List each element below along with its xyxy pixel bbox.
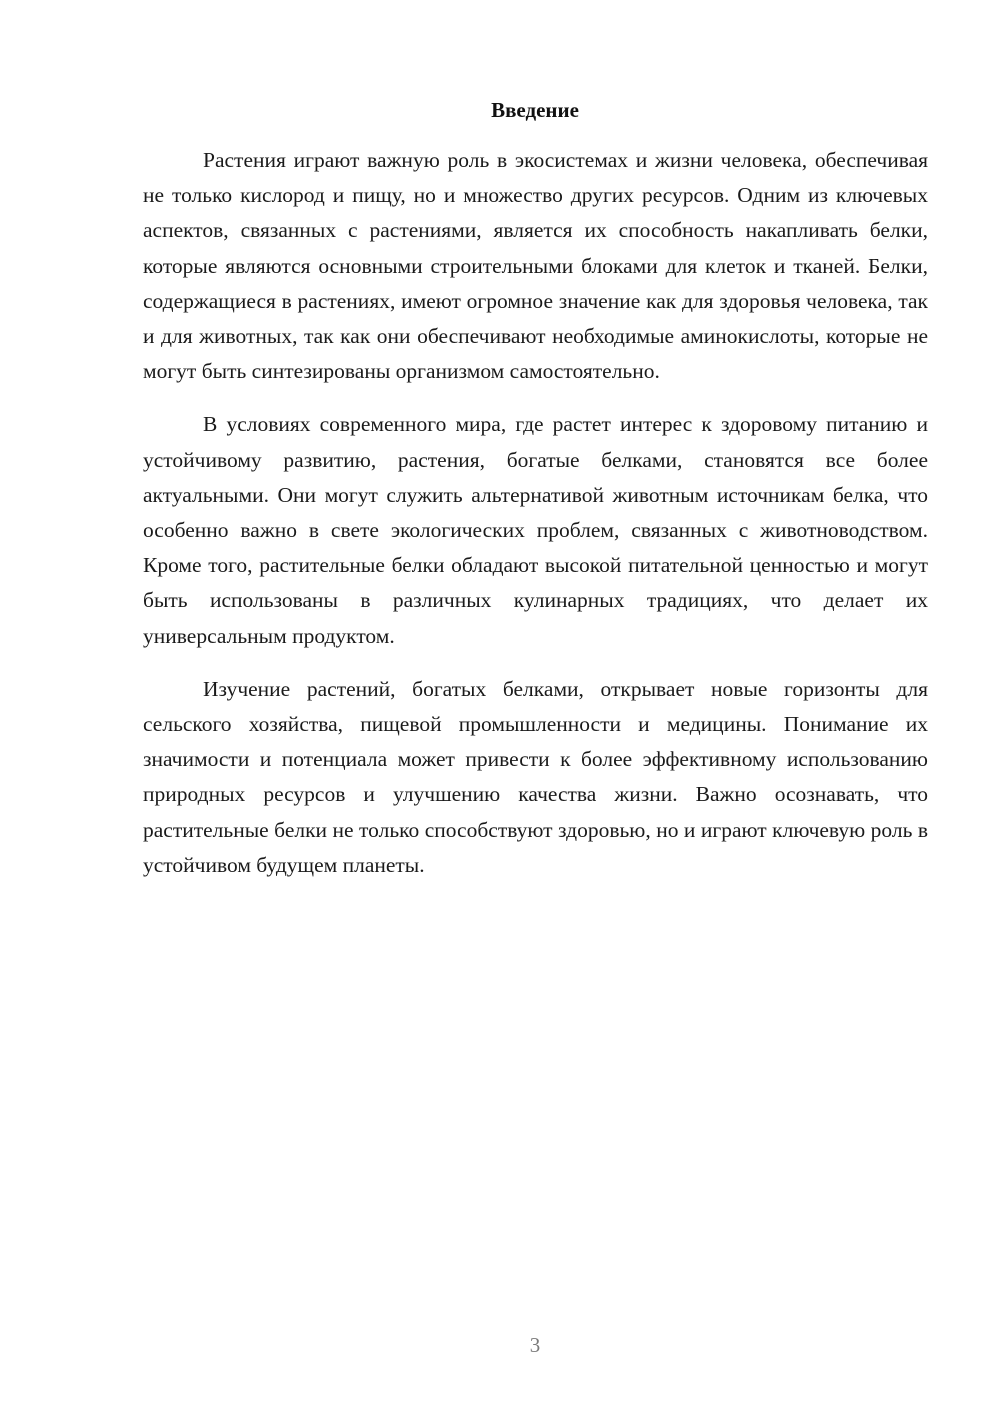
paragraph-1: Растения играют важную роль в экосистемах и жизни человека, обеспечивая не только кислород и пищу, но и множество других ресурсов. Одним из ключевых аспектов, связанных с растениями, является их способность накапливать белки, которые являются основными строительными блоками для клеток и тканей. Белки, содержащиеся в растениях, имеют огромное значение как для здоровья человека, так и для животных, так как они обеспечивают необходимые аминокислоты, которые не могут быть синтезированы организмом самостоятельно. xyxy=(143,148,928,384)
section-heading: Введение xyxy=(491,98,579,122)
body-text xyxy=(143,143,928,883)
paragraph-2: В условиях современного мира, где растет интерес к здоровому питанию и устойчивому развитию, растения, богатые белками, становятся все более актуальными. Они могут служить альтернативой животным источникам белка, что особенно важно в свете экологических проблем, связанных с животноводством. Кроме того, растительные белки обладают высокой питательной ценностью и могут быть использованы в различных кулинарных традициях, что делает их универсальным продуктом. xyxy=(143,412,928,648)
page-number: 3 xyxy=(529,1333,541,1357)
paragraph-3: Изучение растений, богатых белками, открывает новые горизонты для сельского хозяйства, пищевой промышленности и медицины. Понимание их значимости и потенциала может привести к более эффективному использованию природных ресурсов и улучшению качества жизни. Важно осознавать, что растительные белки не только способствуют здоровью, но и играют ключевую роль в устойчивом будущем планеты. xyxy=(143,676,928,877)
